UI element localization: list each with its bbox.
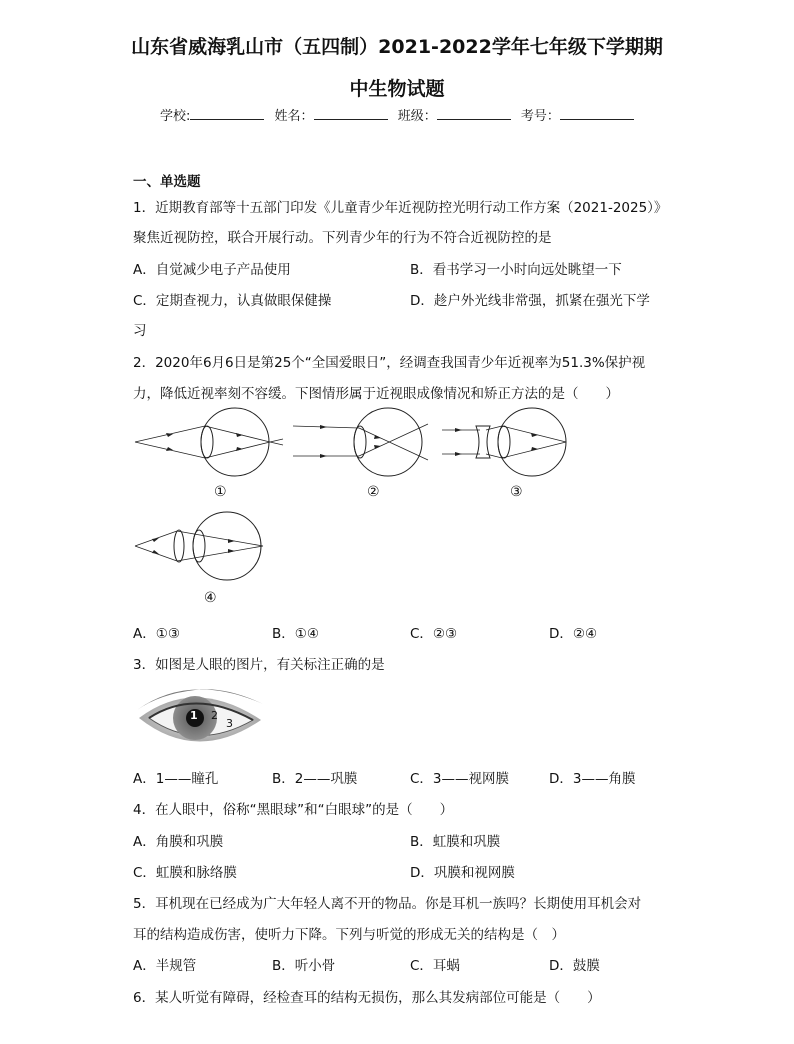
student-info-row — [160, 105, 636, 124]
name-blank — [314, 107, 388, 120]
number-blank — [560, 107, 634, 120]
q4-stem: 4．在人眼中，俗称“黑眼球”和“白眼球”的是（ ） — [133, 802, 454, 818]
eye-diagram-1 — [135, 412, 285, 482]
eye-diagram-2 — [293, 412, 433, 482]
eye-label-2: 2 — [211, 709, 218, 722]
q3-option-b: B．2——巩膜 — [272, 771, 358, 787]
q1-option-d-wrap: 习 — [133, 323, 147, 339]
fig-label-4: ④ — [204, 590, 217, 606]
school-label: 学校: — [160, 109, 191, 124]
eye-label-1: 1 — [190, 709, 198, 722]
document-title-line1: 山东省威海乳山市（五四制）2021-2022学年七年级下学期期 — [131, 36, 663, 58]
q5-stem-line1: 5．耳机现在已经成为广大年轻人离不开的物品。你是耳机一族吗？长期使用耳机会对 — [133, 896, 642, 912]
q2-option-b: B．①④ — [272, 626, 319, 642]
section-heading: 一、单选题 — [133, 174, 201, 190]
document-title-line2: 中生物试题 — [349, 78, 445, 100]
eye-diagram-3 — [442, 412, 572, 482]
eye-label-3: 3 — [226, 717, 233, 730]
class-blank — [437, 107, 511, 120]
q6-stem: 6．某人听觉有障碍，经检查耳的结构无损伤，那么其发病部位可能是（ ） — [133, 990, 601, 1006]
fig-label-3: ③ — [510, 484, 523, 500]
q4-option-d: D．巩膜和视网膜 — [410, 865, 515, 881]
q1-option-a: A．自觉减少电子产品使用 — [133, 262, 291, 278]
q4-option-c: C．虹膜和脉络膜 — [133, 865, 237, 881]
name-label: 姓名： — [274, 109, 314, 124]
q4-option-a: A．角膜和巩膜 — [133, 834, 224, 850]
fig-label-2: ② — [367, 484, 380, 500]
q3-option-c: C．3——视网膜 — [410, 771, 510, 787]
q4-option-b: B．虹膜和巩膜 — [410, 834, 501, 850]
q2-option-a: A．①③ — [133, 626, 180, 642]
q2-option-c: C．②③ — [410, 626, 458, 642]
q2-option-d: D．②④ — [549, 626, 598, 642]
q2-stem-line2: 力，降低近视率刻不容缓。下图情形属于近视眼成像情况和矫正方法的是（ ） — [133, 386, 619, 402]
q3-stem: 3．如图是人眼的图片，有关标注正确的是 — [133, 657, 385, 673]
eye-diagram-4 — [135, 513, 270, 588]
q1-option-c: C．定期查视力，认真做眼保健操 — [133, 293, 332, 309]
class-label: 班级： — [397, 109, 437, 124]
fig-label-1: ① — [214, 484, 227, 500]
q5-option-a: A．半规管 — [133, 958, 197, 974]
q3-option-a: A．1——瞳孔 — [133, 771, 219, 787]
number-label: 考号： — [520, 109, 560, 124]
human-eye-photo — [135, 680, 265, 755]
q3-option-d: D．3——角膜 — [549, 771, 636, 787]
q1-stem-line2: 聚焦近视防控，联合开展行动。下列青少年的行为不符合近视防控的是 — [133, 230, 552, 246]
q5-option-c: C．耳蜗 — [410, 958, 460, 974]
school-blank — [190, 107, 264, 120]
q5-stem-line2: 耳的结构造成伤害，使听力下降。下列与听觉的形成无关的结构是（ ） — [133, 927, 565, 943]
q5-option-b: B．听小骨 — [272, 958, 336, 974]
q2-stem-line1: 2．2020年6月6日是第25个“全国爱眼日”，经调查我国青少年近视率为51.3%保护视 — [133, 355, 646, 371]
q5-option-d: D．鼓膜 — [549, 958, 600, 974]
q1-stem-line1: 1．近期教育部等十五部门印发《儿童青少年近视防控光明行动工作方案（2021-2025）》 — [133, 200, 668, 216]
q1-option-d: D．趁户外光线非常强，抓紧在强光下学 — [410, 293, 650, 309]
q1-option-b: B．看书学习一小时向远处眺望一下 — [410, 262, 622, 278]
